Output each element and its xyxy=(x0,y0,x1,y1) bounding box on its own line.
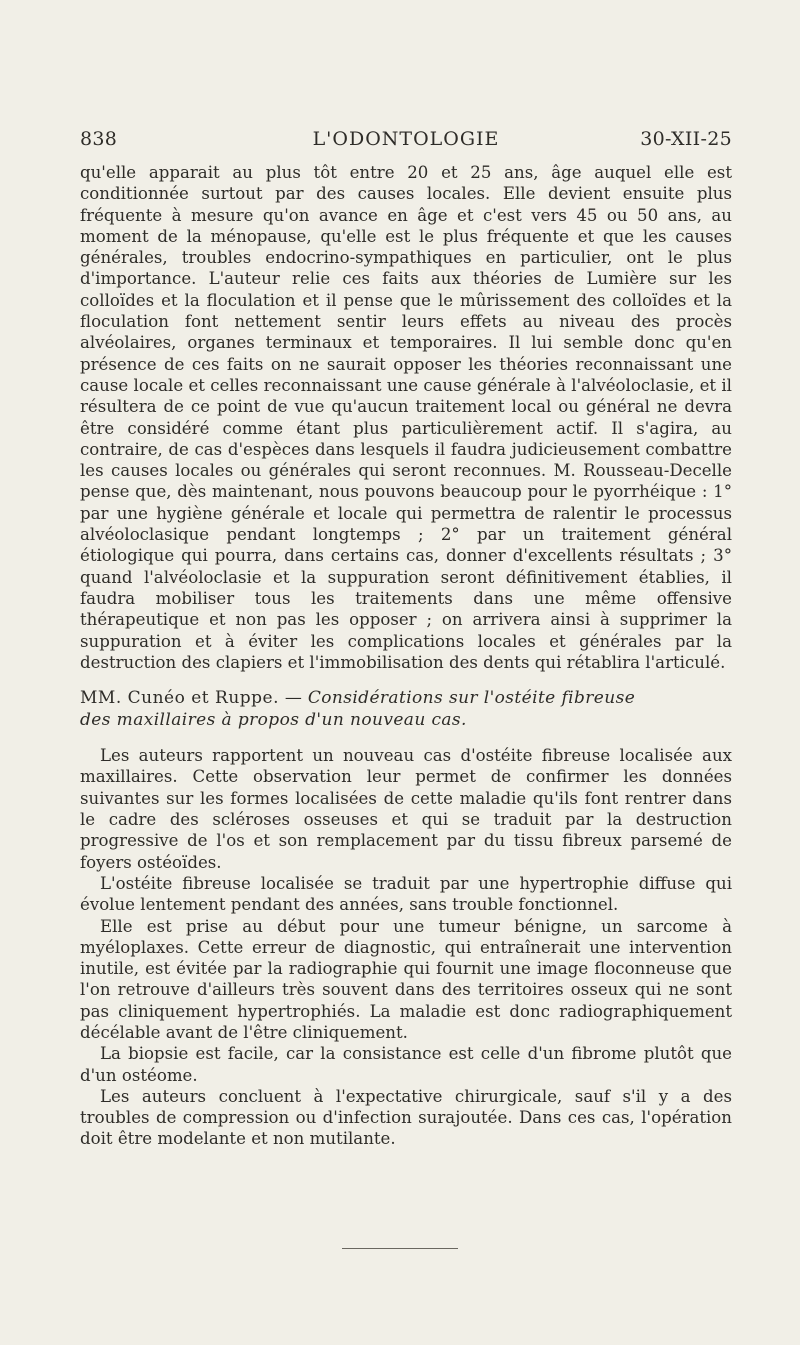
issue-date: 30-XII-25 xyxy=(640,128,732,150)
section-title-line-2: des maxillaires à propos d'un nouveau cas. xyxy=(80,710,467,731)
article-body xyxy=(80,162,732,1150)
paragraph: Elle est prise au début pour une tumeur bénigne, un sarcome à myéloplaxes. Cette erreur de diagnostic, qui entraînerait une intervention inutile, est évitée par la radiographie qui fournit une image floconneuse que l'on retrouve d'ailleurs très souvent dans des territoires osseux qui ne sont pas cliniquement hypertrophiés. La maladie est donc radiographiquement décélable avant de l'être cliniquement. xyxy=(80,916,732,1042)
end-rule xyxy=(342,1248,458,1249)
section-heading xyxy=(80,687,732,731)
paragraph: La biopsie est facile, car la consistance est celle d'un fibrome plutôt que d'un ostéome. xyxy=(80,1044,732,1085)
paragraph-continued: qu'elle apparait au plus tôt entre 20 et 25 ans, âge auquel elle est conditionnée surtout par des causes locales. Elle devient ensuite plus fréquente à mesure qu'on avance en âge et c'est vers 45 ou 50 ans, au moment de la ménopause, qu'elle est le plus fréquente et que les causes générales, troubles endocrino-sympathiques en particulier, ont le plus d'importance. L'auteur relie ces faits aux théories de Lumière sur les colloïdes et la floculation et il pense que le mûrissement des colloïdes et la floculation font nettement sentir leurs effets au niveau des procès alvéolaires, organes terminaux et temporaires. Il lui semble donc qu'en présence de ces faits on ne saurait opposer les théories reconnaissant une cause locale et celles reconnaissant une cause générale à l'alvéoloclasie, et il résultera de ce point de vue qu'aucun traitement local ou général ne devra être considéré comme étant plus particulièrement actif. Il s'agira, au contraire, de cas d'espèces dans lesquels il faudra judicieusement combattre les causes locales ou générales qui seront reconnues. M. Rousseau-Decelle pense que, dès maintenant, nous pouvons beaucoup pour le pyorrhéique : 1° par une hygiène générale et locale qui permettra de ralentir le processus alvéoloclasique pendant longtemps ; 2° par un traitement général étiologique qui pourra, dans certains cas, donner d'excellents résultats ; 3° quand l'alvéoloclasie et la suppuration seront définitivement établies, il faudra mobiliser tous les traitements dans une même offensive thérapeutique et non pas les opposer ; on arrivera ainsi à supprimer la suppuration et à éviter les complications locales et générales par la destruction des clapiers et l'immobilisation des dents qui rétablira l'articulé. xyxy=(80,163,732,672)
page-number: 838 xyxy=(80,128,118,150)
paragraph: L'ostéite fibreuse localisée se traduit par une hypertrophie diffuse qui évolue lentement pendant des années, sans trouble fonctionnel. xyxy=(80,873,732,915)
page xyxy=(80,128,732,1150)
section-authors: MM. Cunéo et Ruppe. — xyxy=(80,688,303,709)
paragraph: Les auteurs concluent à l'expectative chirurgicale, sauf s'il y a des troubles de compression ou d'infection surajoutée. Dans ces cas, l'opération doit être modelante et non mutilante. xyxy=(80,1086,732,1149)
section-title-line-1: Considérations sur l'ostéite fibreuse xyxy=(307,688,636,709)
running-header xyxy=(80,128,732,162)
journal-title: L'ODONTOLOGIE xyxy=(312,128,500,150)
paragraph: Les auteurs rapportent un nouveau cas d'ostéite fibreuse localisée aux maxillaires. Cette observation leur permet de confirmer les données suivantes sur les formes localisées de cette maladie qu'ils font rentrer dans le cadre des scléroses osseuses et qui se traduit par la destruction progressive de l'os et son remplacement par du tissu fibreux parsemé de foyers ostéoïdes. xyxy=(80,746,732,872)
